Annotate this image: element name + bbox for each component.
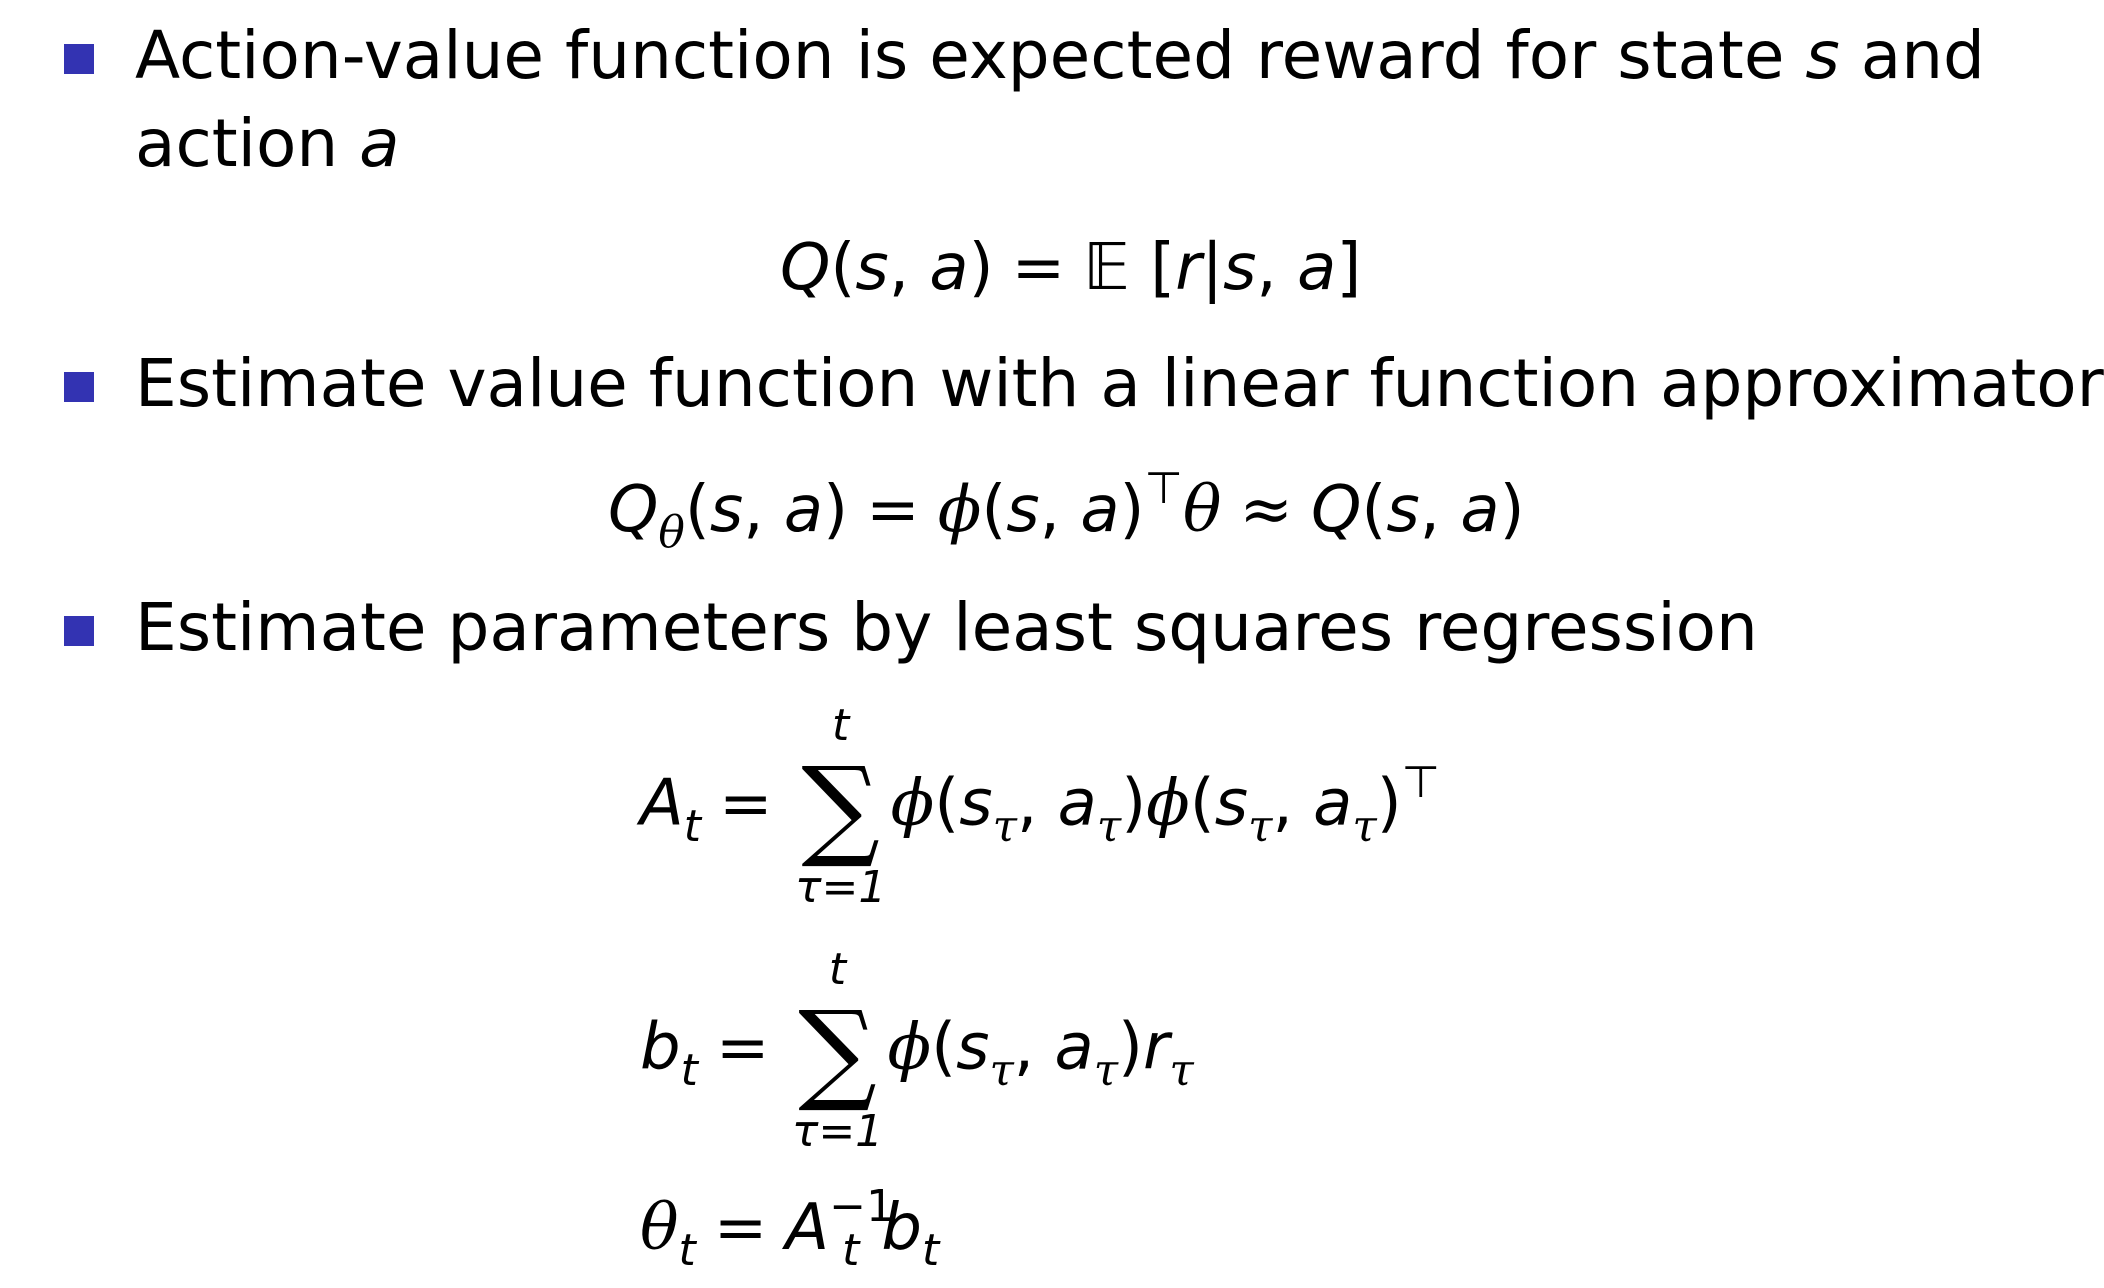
equation-b-t: $b_t$ = t ∑ τ=1 $\phi(s_\tau$, $a_\tau)r_\tau$ xyxy=(640,944,1194,1157)
bullet-text-3: Estimate parameters by least squares regression xyxy=(135,589,1758,666)
bullet-text-1-line2: action a xyxy=(135,105,400,182)
equation-a-t: $A_t$ = t ∑ τ=1 $\phi(s_\tau$, $a_\tau)\phi(s_\tau$, $a_\tau)^⊤$ xyxy=(640,700,1440,913)
equation-q-definition: Q(s, a) = 𝔼 [r|s, a] xyxy=(780,231,1362,305)
bullet-marker xyxy=(64,44,94,74)
equation-theta-t: $\theta_t = A^{-1}_t$ $b_t$ xyxy=(640,1181,940,1276)
summation: t ∑ τ=1 xyxy=(794,700,887,913)
bullet-text-2: Estimate value function with a linear function approximator xyxy=(135,345,2104,422)
bullet-marker xyxy=(64,372,94,402)
equation-linear-approximator: $Q_\theta(s$, a) = ϕ(s, a)⊤θ ≈ Q(s, a) xyxy=(608,463,1525,558)
bullet-text-1: Action-value function is expected reward for state s and xyxy=(135,17,1985,94)
bullet-marker xyxy=(64,616,94,646)
summation: t ∑ τ=1 xyxy=(791,944,884,1157)
